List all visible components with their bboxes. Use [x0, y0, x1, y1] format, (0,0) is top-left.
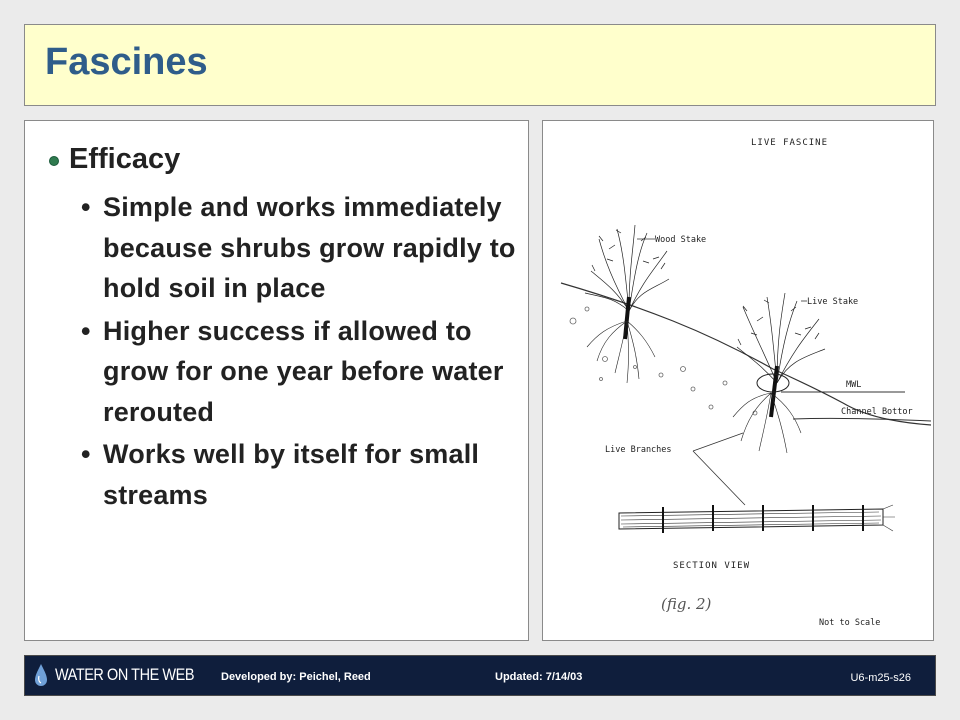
- slide-title: Fascines: [45, 41, 208, 83]
- sub-bullet-item: [81, 187, 521, 309]
- logo-text: WATER ON THE WEB: [55, 665, 195, 684]
- sub-bullet-list: [81, 187, 521, 515]
- bullet-circle-icon: [49, 156, 59, 166]
- slide-id: U6-m25-s26: [850, 672, 911, 684]
- live-branches-leader-upper: [693, 433, 743, 451]
- live-fascine-diagram: [543, 121, 933, 640]
- live-branches-leader-lower: [693, 451, 745, 505]
- figure-panel: [542, 120, 934, 641]
- figure-title: LIVE FASCINE: [751, 138, 829, 148]
- figure-number: (fig. 2): [661, 595, 712, 613]
- channel-bottom-label: Channel Bottor: [841, 407, 913, 417]
- sub-bullet-text: Simple and works immediately because shrubs grow rapidly to hold soil in place: [103, 192, 516, 303]
- sub-bullet-text: Higher success if allowed to grow for one year before water rerouted: [103, 315, 504, 427]
- sub-bullet-item: [81, 311, 521, 433]
- bullet-dot: •: [81, 192, 91, 222]
- scale-note: Not to Scale: [819, 618, 881, 628]
- section-view-label: SECTION VIEW: [673, 561, 751, 571]
- heading-bullet-text: Efficacy: [69, 143, 181, 175]
- text-panel: [24, 120, 529, 641]
- sub-bullet-item: [81, 434, 521, 515]
- water-drop-icon: [33, 662, 49, 688]
- channel-bottom-line: [793, 418, 931, 421]
- heading-bullet: [49, 143, 180, 176]
- bullet-dot: •: [81, 315, 91, 346]
- soil-speckles: [570, 307, 757, 415]
- updated-date: Updated: 7/14/03: [495, 671, 583, 683]
- sub-bullet-text: Works well by itself for small streams: [103, 439, 480, 510]
- mwl-label: MWL: [846, 380, 862, 390]
- live-stake-label: Live Stake: [807, 297, 859, 307]
- right-roots: [733, 393, 801, 453]
- water-on-the-web-logo[interactable]: [33, 662, 219, 688]
- left-roots: [587, 321, 655, 383]
- wood-stake-label: Wood Stake: [655, 235, 707, 245]
- title-bar: [24, 24, 936, 106]
- live-branches-label: Live Branches: [605, 445, 672, 455]
- footer-bar: [24, 655, 936, 696]
- bullet-dot: •: [81, 439, 91, 469]
- fascine-bundle-section: [619, 505, 895, 533]
- developed-by: Developed by: Peichel, Reed: [221, 671, 371, 683]
